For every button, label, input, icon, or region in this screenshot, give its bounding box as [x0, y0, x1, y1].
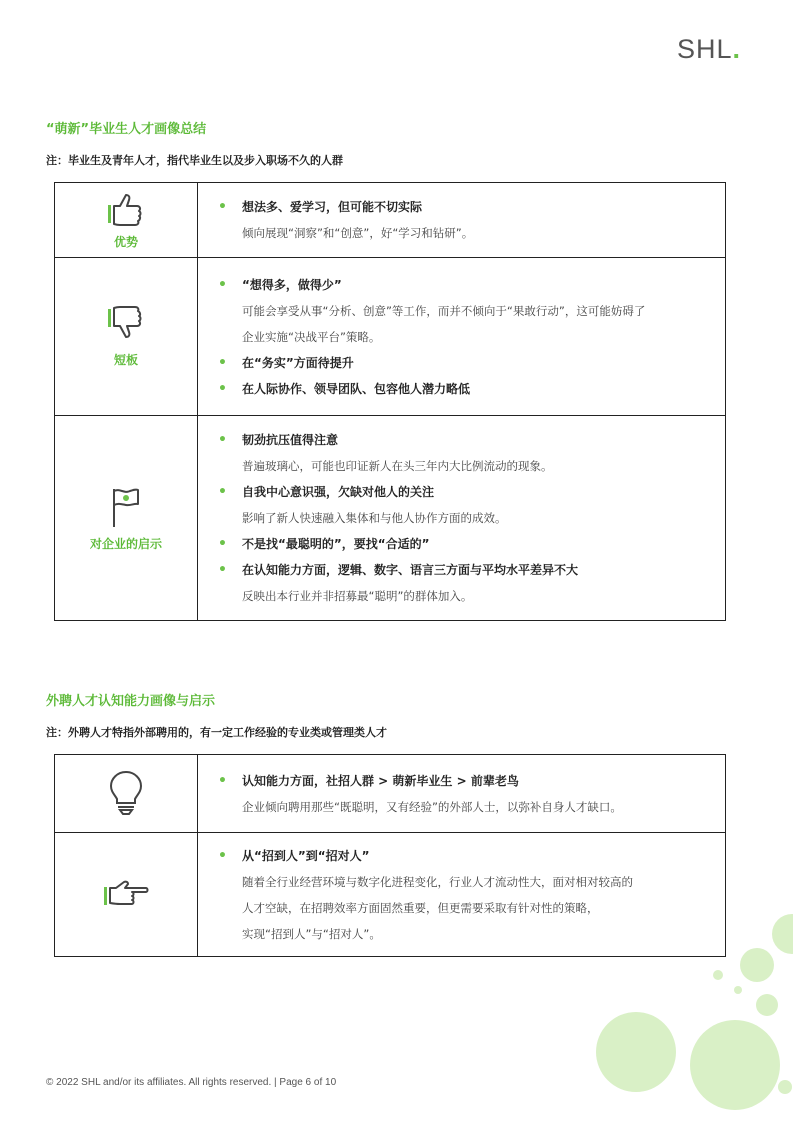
decor-bubble [756, 994, 778, 1016]
decor-bubble [778, 1080, 792, 1094]
icon-cell [55, 258, 198, 416]
bullet-title: • 想法多、爱学习，但可能不切实际 [218, 194, 713, 220]
row-content [198, 416, 726, 621]
bullet-title: • 在认知能力方面，逻辑、数字、语言三方面与平均水平差异不大 [218, 557, 713, 583]
shl-logo: SHL. [676, 34, 741, 64]
thumbs-down-icon [106, 305, 146, 341]
bullet-desc: 企业倾向聘用那些“既聪明，又有经验”的外部人士，以弥补自身人才缺口。 [242, 799, 622, 814]
row-content [198, 183, 726, 258]
bullet-title: • “想得多，做得少” [218, 272, 713, 298]
bullet-desc: 普遍玻璃心，可能也印证新人在头三年内大比例流动的现象。 [242, 459, 553, 473]
icon-cell [55, 755, 198, 833]
icon-cell [55, 833, 198, 957]
bullet-desc: 倾向展现“洞察”和“创意”，好“学习和钻研”。 [242, 226, 474, 240]
bullet-desc: 可能会享受从事“分析、创意”等工作，而并不倾向于“果敢行动”，这可能妨碍了 [242, 303, 646, 318]
decor-bubble [690, 1020, 780, 1110]
row-content [198, 258, 726, 416]
section2-note: 注：外聘人才特指外部聘用的，有一定工作经验的专业类或管理类人才 [46, 726, 387, 739]
external-hire-table [54, 754, 726, 957]
flag-icon [106, 485, 146, 529]
decor-bubble [772, 914, 793, 954]
strengths-table [54, 182, 726, 621]
bullet-title: • 在“务实”方面待提升 [218, 350, 713, 376]
lightbulb-icon [108, 769, 144, 815]
bullet-title: • 不是找“最聪明的”，要找“合适的” [218, 531, 713, 557]
row-label: 短板 [113, 353, 138, 367]
row-content [198, 755, 726, 833]
footer-copyright: © 2022 SHL and/or its affiliates. All rights reserved. | Page 6 of 10 [46, 1077, 337, 1088]
section1-note: 注：毕业生及青年人才，指代毕业生以及步入职场不久的人群 [46, 154, 343, 167]
thumbs-up-icon [106, 191, 146, 227]
icon-cell [55, 183, 198, 258]
bullet-title: • 认知能力方面，社招人群 > 萌新毕业生 > 前辈老鸟 [218, 768, 713, 794]
bullet-desc: 影响了新人快速融入集体和与他人协作方面的成效。 [242, 511, 507, 525]
section1-title: “萌新”毕业生人才画像总结 [46, 122, 207, 137]
section2-title: 外聘人才认知能力画像与启示 [46, 694, 216, 709]
bullet-title: • 自我中心意识强，欠缺对他人的关注 [218, 479, 713, 505]
decor-bubble [713, 970, 723, 980]
bullet-desc: 随着全行业经营环境与数字化进程变化，行业人才流动性大，面对相对较高的 [242, 874, 633, 889]
decor-bubble [596, 1012, 676, 1092]
decor-bubble [656, 1042, 666, 1052]
pointing-hand-icon [102, 875, 150, 911]
bullet-title: • 在人际协作、领导团队、包容他人潜力略低 [218, 376, 713, 402]
icon-cell [55, 416, 198, 621]
bullet-desc: 人才空缺，在招聘效率方面固然重要，但更需要采取有针对性的策略， [242, 900, 599, 915]
row-label: 优势 [113, 234, 138, 249]
decor-bubble [734, 986, 742, 994]
row-label: 对企业的启示 [89, 536, 162, 551]
row-content [198, 833, 726, 957]
bullet-desc: 实现“招到人”与“招对人”。 [242, 926, 381, 941]
decor-bubble [740, 948, 774, 982]
bullet-desc: 反映出本行业并非招募最“聪明”的群体加入。 [242, 589, 473, 603]
bullet-title: • 从“招到人”到“招对人” [218, 843, 713, 869]
bullet-desc: 企业实施“决战平台”策略。 [242, 329, 381, 344]
bullet-title: • 韧劲抗压值得注意 [218, 427, 713, 453]
